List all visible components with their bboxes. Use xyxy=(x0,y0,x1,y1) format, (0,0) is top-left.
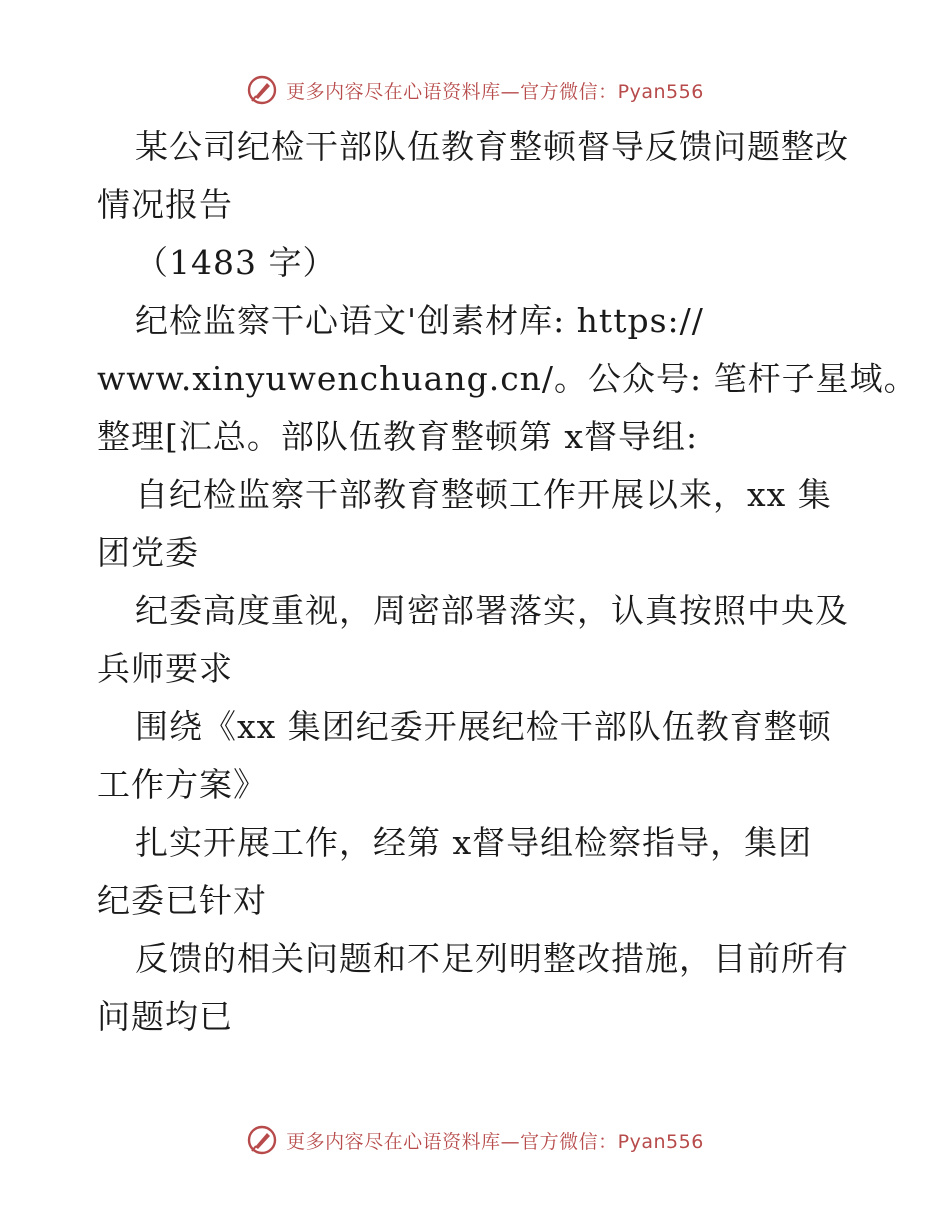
body-line: 反馈的相关问题和不足列明整改措施，目前所有 xyxy=(135,939,849,978)
header-watermark-banner xyxy=(0,70,950,110)
body-line: 自纪检监察干部教育整顿工作开展以来，xx 集 xyxy=(135,475,832,514)
quill-pen-circle-icon xyxy=(246,74,278,106)
header-watermark-text: 更多内容尽在心语资料库—官方微信：Pyan556 xyxy=(286,80,704,103)
quill-pen-circle-icon xyxy=(246,1124,278,1156)
body-line: 团党委 xyxy=(97,533,199,572)
body-line: 工作方案》 xyxy=(97,765,267,804)
footer-watermark-text: 更多内容尽在心语资料库—官方微信：Pyan556 xyxy=(286,1130,704,1153)
word-count: （1483 字） xyxy=(135,243,337,282)
body-line: 扎实开展工作，经第 x督导组检察指导，集团 xyxy=(135,823,813,862)
body-line: 纪检监察干心语文'创素材库: https:// xyxy=(135,301,704,340)
body-line: 纪委高度重视，周密部署落实，认真按照中央及 xyxy=(135,591,849,630)
body-line: 兵师要求 xyxy=(97,649,233,688)
body-line: www.xinyuwenchuang.cn/。公众号: 笔杆子星域。 xyxy=(97,359,918,398)
document-title-line-2: 情况报告 xyxy=(97,185,233,224)
body-line: 纪委已针对 xyxy=(97,881,267,920)
body-line: 整理[汇总。部队伍教育整顿第 x督导组: xyxy=(97,417,699,456)
body-line: 围绕《xx 集团纪委开展纪检干部队伍教育整顿 xyxy=(135,707,832,746)
document-body xyxy=(97,118,918,1046)
body-line: 问题均已 xyxy=(97,997,233,1036)
footer-watermark-banner xyxy=(0,1120,950,1160)
document-title-line-1: 某公司纪检干部队伍教育整顿督导反馈问题整改 xyxy=(135,127,849,166)
